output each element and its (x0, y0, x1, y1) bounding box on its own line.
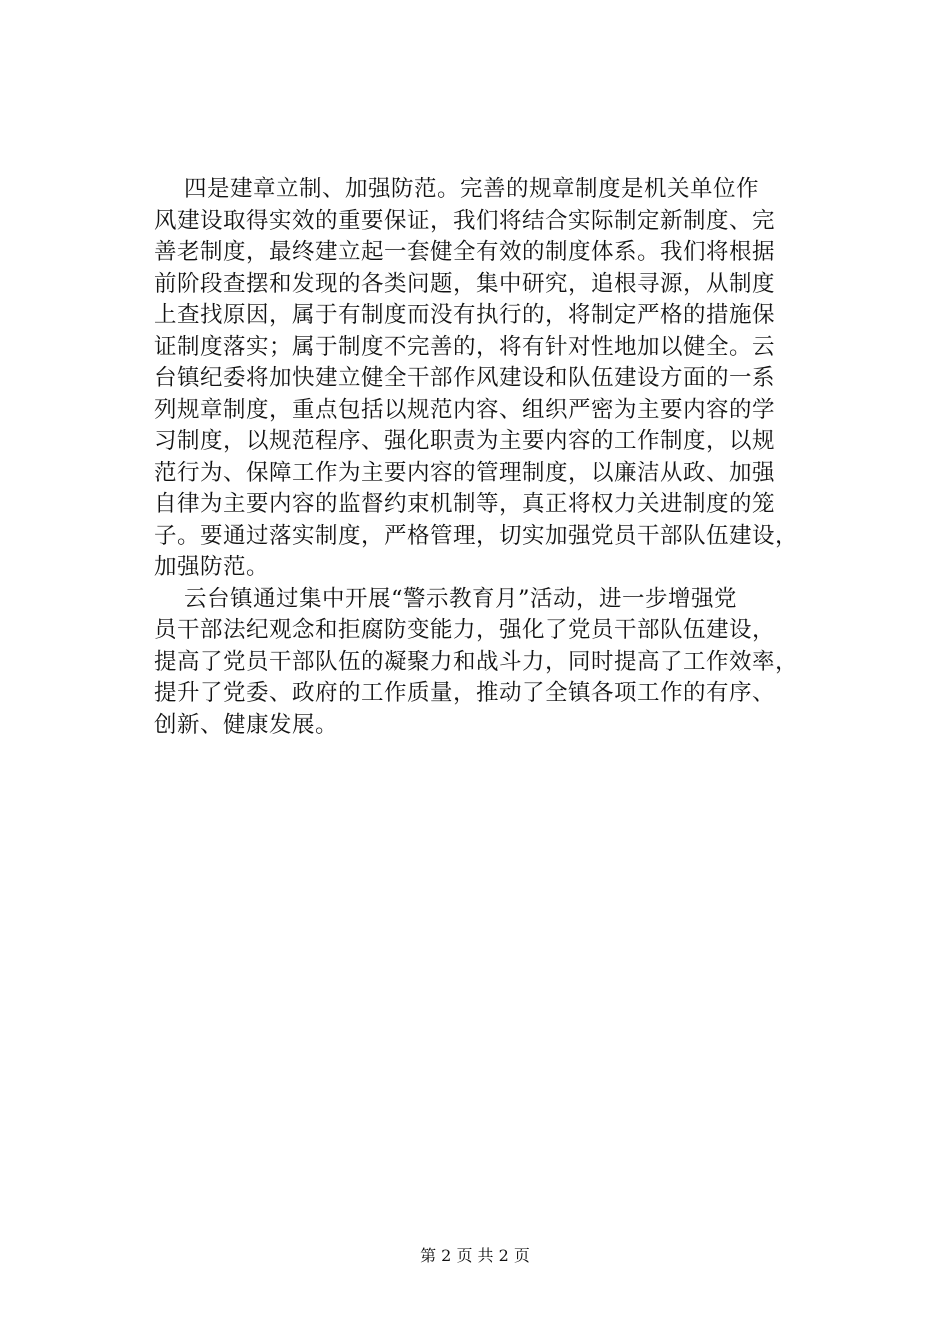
text-line: 子。要通过落实制度，严格管理，切实加强党员干部队伍建设， (154, 522, 799, 549)
text-line: 加强防范。 (154, 554, 270, 580)
text-line: 提升了党委、政府的工作质量，推动了全镇各项工作的有序、 (154, 680, 776, 706)
paragraph-1 (154, 174, 844, 584)
text-line: 台镇纪委将加快建立健全干部作风建设和队伍建设方面的一系 (154, 365, 776, 391)
paragraph-2 (154, 584, 844, 742)
text-line: 证制度落实；属于制度不完善的，将有针对性地加以健全。云 (154, 333, 776, 360)
text-line: 范行为、保障工作为主要内容的管理制度，以廉洁从政、加强 (154, 459, 776, 486)
page-number-footer: 第 2 页 共 2 页 (420, 1246, 530, 1265)
text-line: 员干部法纪观念和拒腐防变能力，强化了党员干部队伍建设， (154, 617, 776, 643)
document-body (154, 174, 844, 741)
text-line: 提高了党员干部队伍的凝聚力和战斗力，同时提高了工作效率， (154, 648, 799, 675)
text-line: 云台镇通过集中开展“警示教育月”活动，进一步增强党 (184, 585, 738, 612)
text-line: 自律为主要内容的监督约束机制等，真正将权力关进制度的笼 (154, 491, 776, 517)
text-line: 习制度，以规范程序、强化职责为主要内容的工作制度，以规 (154, 428, 776, 454)
text-line: 风建设取得实效的重要保证，我们将结合实际制定新制度、完 (154, 207, 776, 234)
text-line: 创新、健康发展。 (154, 711, 339, 738)
text-line: 列规章制度，重点包括以规范内容、组织严密为主要内容的学 (154, 396, 776, 423)
text-line: 四是建章立制、加强防范。完善的规章制度是机关单位作 (184, 176, 760, 202)
text-line: 上查找原因，属于有制度而没有执行的，将制定严格的措施保 (154, 302, 776, 328)
text-line: 前阶段查摆和发现的各类问题，集中研究，追根寻源，从制度 (154, 270, 776, 297)
text-line: 善老制度，最终建立起一套健全有效的制度体系。我们将根据 (154, 239, 776, 265)
